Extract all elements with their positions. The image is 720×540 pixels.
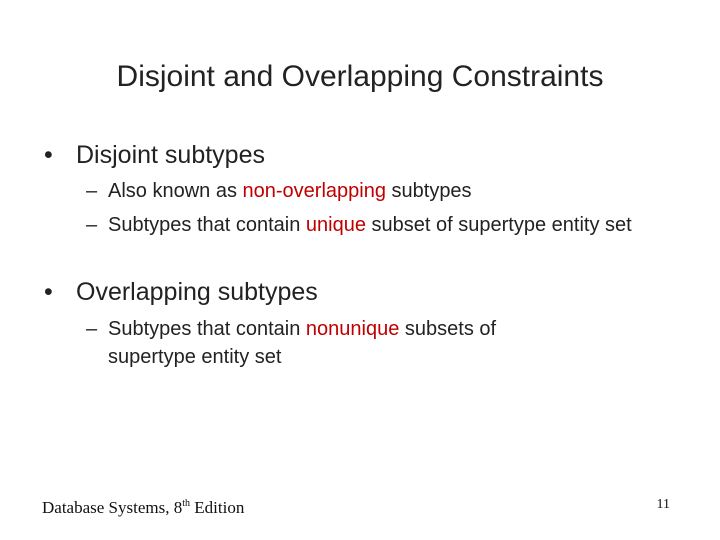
- dash-marker: –: [86, 180, 98, 202]
- text-segment: Subtypes that contain: [108, 318, 306, 340]
- highlight-term: non-overlapping: [242, 180, 386, 202]
- highlight-term: unique: [305, 214, 366, 236]
- footer-superscript: th: [182, 498, 191, 509]
- text-segment: Subtypes that contain: [108, 214, 306, 236]
- bullet-text: Overlapping subtypes: [76, 278, 318, 306]
- footer-book-title: [42, 497, 244, 519]
- text-segment: Also known as: [108, 180, 243, 202]
- sub-bullet-nonunique-subsets: [86, 315, 686, 371]
- bullet-marker: •: [44, 278, 53, 306]
- slide-title: Disjoint and Overlapping Constraints: [116, 60, 604, 93]
- bullet-overlapping-subtypes: [44, 276, 318, 308]
- sub-bullet-text: [108, 211, 686, 239]
- text-segment: subtypes: [385, 180, 472, 202]
- page-number: 11: [656, 497, 670, 512]
- bullet-marker: •: [44, 141, 53, 169]
- dash-marker: –: [86, 214, 98, 236]
- sub-bullet-non-overlapping: [86, 177, 686, 205]
- dash-marker: –: [86, 318, 98, 340]
- highlight-term: nonunique: [305, 318, 400, 340]
- footer-text: Database Systems, 8: [42, 498, 183, 517]
- footer-text: Edition: [190, 498, 245, 517]
- text-segment: subset of supertype entity set: [365, 214, 632, 236]
- bullet-disjoint-subtypes: [44, 139, 265, 171]
- sub-bullet-unique-subset: [86, 211, 686, 239]
- text-segment: subsets of supertype entity set: [108, 318, 497, 368]
- sub-bullet-text: [108, 315, 578, 371]
- bullet-text: Disjoint subtypes: [76, 141, 265, 169]
- sub-bullet-text: [108, 177, 686, 205]
